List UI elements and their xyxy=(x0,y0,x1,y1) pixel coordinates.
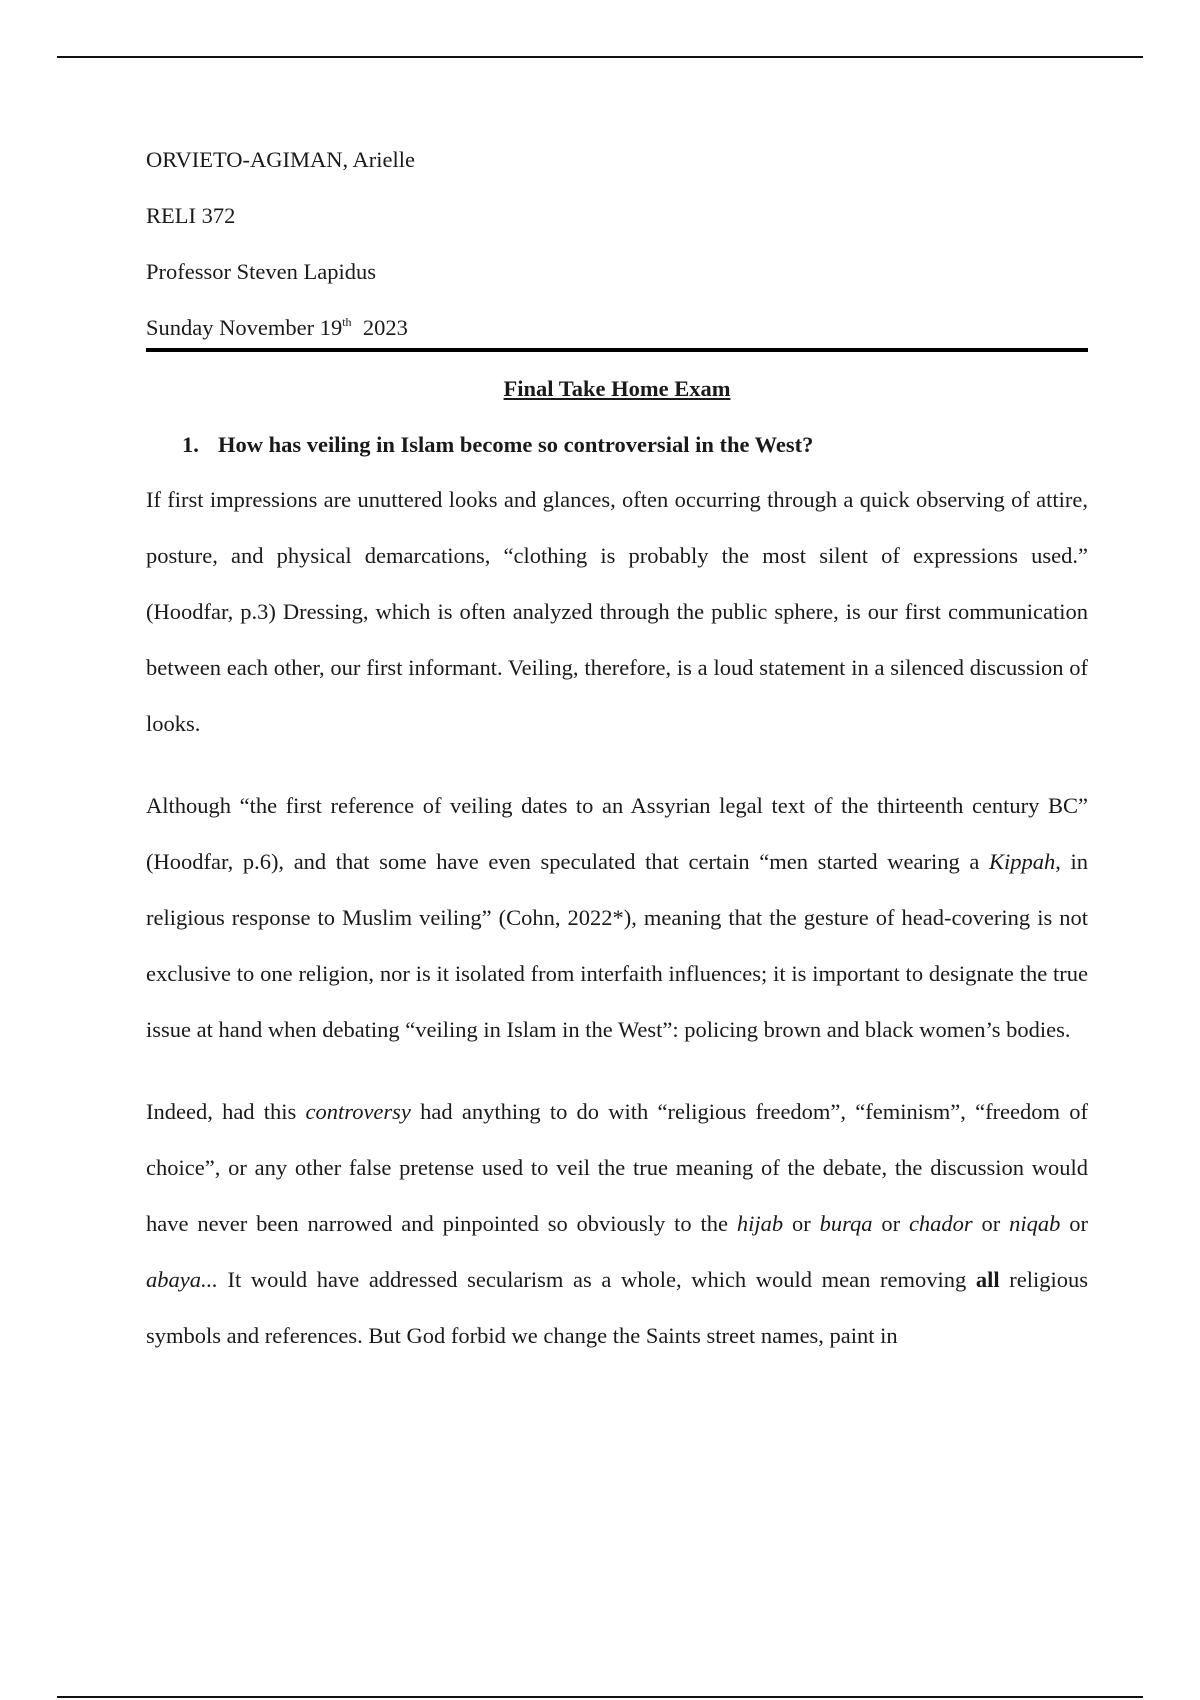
course-code: RELI 372 xyxy=(146,203,236,228)
date-prefix: Sunday November 19 xyxy=(146,315,343,340)
p3-term-all: all xyxy=(975,1267,1000,1292)
p3-text-d: religious symbols and references. But God forbid we change the Saints street names, paint in xyxy=(146,1267,1088,1348)
p3-term-controversy: controversy xyxy=(305,1099,411,1124)
p2-text-b: , in religious response to Muslim veiling” (Cohn, 2022*), meaning that the gesture of head-covering is not exclusive to one religion, nor is it isolated from interfaith influences; it is important to designate the true issue at hand when debating “veiling in Islam in the West”: policing brown and black women’s bodies. xyxy=(146,849,1088,1042)
exam-date xyxy=(146,308,1088,348)
paragraph-3 xyxy=(146,1084,1088,1364)
p3-or: or xyxy=(972,1211,1010,1236)
exam-title: Final Take Home Exam xyxy=(503,376,731,401)
p2-text-a: Although “the first reference of veiling dates to an Assyrian legal text of the thirteenth century BC” (Hoodfar, p.6), and that some have even speculated that certain “men started wearing a xyxy=(146,793,1088,874)
question-number: 1. xyxy=(182,432,199,457)
question-text: How has veiling in Islam become so controversial in the West? xyxy=(218,432,814,457)
p3-or: or xyxy=(1060,1211,1088,1236)
p3-term-hijab: hijab xyxy=(736,1211,784,1236)
p3-or: or xyxy=(872,1211,909,1236)
p3-text-c: It would have addressed secularism as a whole, which would mean removing xyxy=(217,1267,976,1292)
p3-text-a: Indeed, had this xyxy=(146,1099,306,1124)
p3-text-b: had anything to do with “religious freedom”, “feminism”, “freedom of choice”, or any other false pretense used to veil the true meaning of the debate, the discussion would have never been narrowed and pinpointed so obviously to the xyxy=(146,1099,1088,1236)
professor-name: Professor Steven Lapidus xyxy=(146,259,376,284)
top-rule xyxy=(57,56,1143,58)
p3-or: or xyxy=(783,1211,820,1236)
question-heading xyxy=(146,430,1088,460)
header-divider xyxy=(146,348,1088,352)
date-year: 2023 xyxy=(362,315,408,340)
student-name: ORVIETO-AGIMAN, Arielle xyxy=(146,147,415,172)
p2-term-kippah: Kippah xyxy=(988,849,1056,874)
paragraph-2 xyxy=(146,778,1088,1058)
p3-term-chador: chador xyxy=(908,1211,973,1236)
bottom-rule xyxy=(57,1696,1143,1698)
date-suffix: th xyxy=(342,315,352,329)
paragraph-1: If first impressions are unuttered looks and glances, often occurring through a quick observing of attire, posture, and physical demarcations, “clothing is probably the most silent of expressions used.” (Hoodfar, p.3) Dressing, which is often analyzed through the public sphere, is our first communication between each other, our first informant. Veiling, therefore, is a loud statement in a silenced discussion of looks. xyxy=(146,487,1088,736)
exam-page xyxy=(146,140,1088,1364)
p3-term-niqab: niqab xyxy=(1009,1211,1061,1236)
p3-term-burqa: burqa xyxy=(819,1211,873,1236)
p3-term-abaya: abaya... xyxy=(146,1267,218,1292)
